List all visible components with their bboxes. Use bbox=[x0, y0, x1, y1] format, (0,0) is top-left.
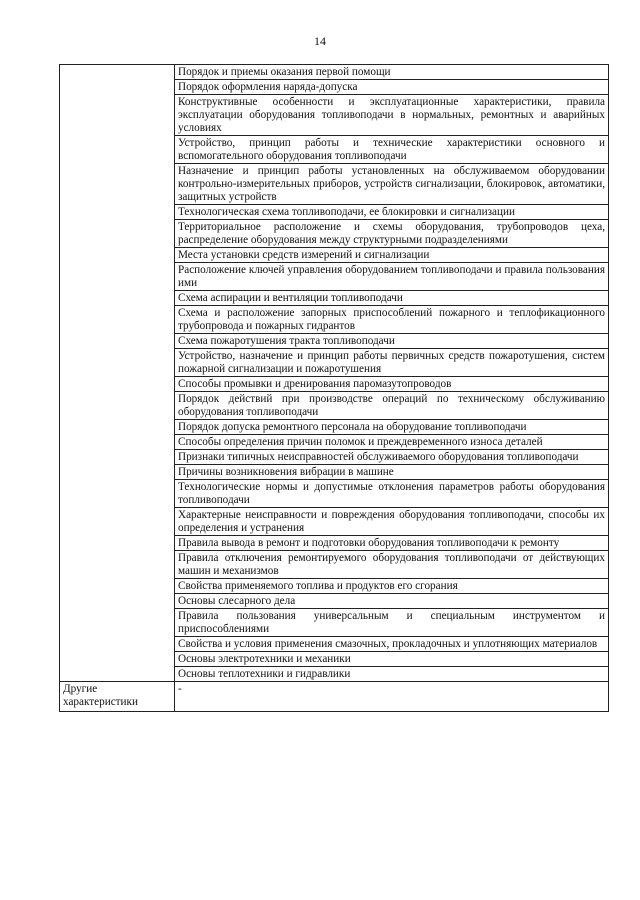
table-row bbox=[60, 65, 609, 80]
table-cell: Устройство, принцип работы и технические характеристики основного и вспомогательного оборудования топливоподачи bbox=[175, 136, 609, 164]
table-cell: Назначение и принцип работы установленных на обслуживаемом оборудовании контрольно-измерительных приборов, устройств сигнализации, блокировок, автоматики, защитных устройств bbox=[175, 164, 609, 205]
table-cell: Характерные неисправности и повреждения оборудования топливоподачи, способы их определения и устранения bbox=[175, 508, 609, 536]
table-cell: Технологические нормы и допустимые отклонения параметров работы оборудования топливоподачи bbox=[175, 480, 609, 508]
table-cell: Основы электротехники и механики bbox=[175, 652, 609, 667]
table-cell: Технологическая схема топливоподачи, ее блокировки и сигнализации bbox=[175, 205, 609, 220]
table-cell: Конструктивные особенности и эксплуатационные характеристики, правила эксплуатации оборудования топливоподачи в нормальных, ремонтных и аварийных условиях bbox=[175, 95, 609, 136]
table-cell: Свойства применяемого топлива и продуктов его сгорания bbox=[175, 579, 609, 594]
table-cell: Основы теплотехники и гидравлики bbox=[175, 667, 609, 682]
knowledge-table bbox=[59, 64, 609, 712]
table-cell: Схема аспирации и вентиляции топливоподачи bbox=[175, 291, 609, 306]
table-cell: Схема и расположение запорных приспособлений пожарного и теплофикационного трубопровода и пожарных гидрантов bbox=[175, 306, 609, 334]
table-cell: Основы слесарного дела bbox=[175, 594, 609, 609]
table-cell: Признаки типичных неисправностей обслуживаемого оборудования топливоподачи bbox=[175, 450, 609, 465]
table-cell: Причины возникновения вибрации в машине bbox=[175, 465, 609, 480]
table-cell: Правила пользования универсальным и специальным инструментом и приспособлениями bbox=[175, 609, 609, 637]
other-characteristics-label: Другие характеристики bbox=[60, 682, 175, 712]
page-number: 14 bbox=[314, 34, 326, 48]
table-cell: Свойства и условия применения смазочных, прокладочных и уплотняющих материалов bbox=[175, 637, 609, 652]
table-cell: Территориальное расположение и схемы оборудования, трубопроводов цеха, распределение оборудования между структурными подразделениями bbox=[175, 220, 609, 248]
table-cell: Расположение ключей управления оборудованием топливоподачи и правила пользования ими bbox=[175, 263, 609, 291]
table-cell: Способы определения причин поломок и преждевременного износа деталей bbox=[175, 435, 609, 450]
table-label-cell-empty bbox=[60, 65, 175, 682]
table-cell: Порядок и приемы оказания первой помощи bbox=[175, 65, 609, 80]
other-characteristics-value: - bbox=[175, 682, 609, 712]
table-cell: Места установки средств измерений и сигнализации bbox=[175, 248, 609, 263]
table-cell: Порядок допуска ремонтного персонала на оборудование топливоподачи bbox=[175, 420, 609, 435]
table-row-other bbox=[60, 682, 609, 712]
table-cell: Устройство, назначение и принцип работы первичных средств пожаротушения, систем пожарной сигнализации и пожаротушения bbox=[175, 349, 609, 377]
table-cell: Правила отключения ремонтируемого оборудования топливоподачи от действующих машин и механизмов bbox=[175, 551, 609, 579]
table-cell: Порядок действий при производстве операций по техническому обслуживанию оборудования топливоподачи bbox=[175, 392, 609, 420]
table-cell: Порядок оформления наряда-допуска bbox=[175, 80, 609, 95]
table-cell: Правила вывода в ремонт и подготовки оборудования топливоподачи к ремонту bbox=[175, 536, 609, 551]
table-cell: Схема пожаротушения тракта топливоподачи bbox=[175, 334, 609, 349]
table-cell: Способы промывки и дренирования паромазутопроводов bbox=[175, 377, 609, 392]
